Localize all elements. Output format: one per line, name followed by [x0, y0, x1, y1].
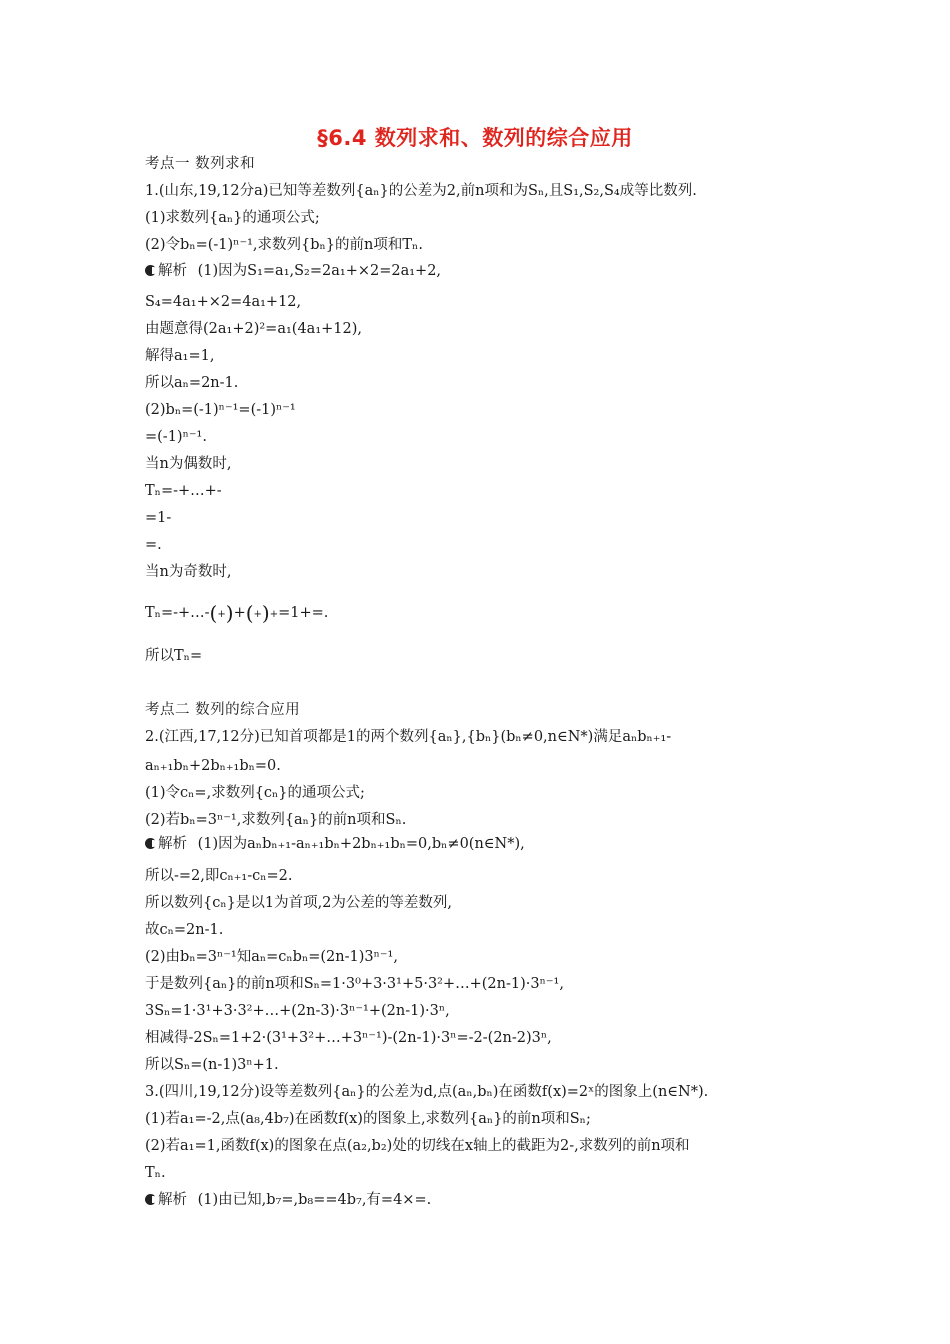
solution-2-line-4: 故cₙ=2n-1.	[145, 922, 224, 938]
question-3-part-1: (1)若a₁=-2,点(a₈,4b₇)在函数f(x)的图象上,求数列{aₙ}的前n项和Sₙ;	[145, 1111, 591, 1127]
solution-2-line-5: (2)由bₙ=3ⁿ⁻¹知aₙ=cₙbₙ=(2n-1)3ⁿ⁻¹,	[145, 949, 398, 965]
question-2-stem-1: 2.(江西,17,12分)已知首项都是1的两个数列{aₙ},{bₙ}(bₙ≠0,n∈N*)满足aₙbₙ₊₁-	[145, 729, 672, 745]
odd-sum-plus-4: +	[269, 609, 279, 620]
solution-1-line-1	[145, 261, 441, 281]
solution-marker-icon	[145, 1194, 156, 1205]
solution-2-line-3: 所以数列{cₙ}是以1为首项,2为公差的等差数列,	[145, 895, 453, 911]
section-heading-2: 考点二 数列的综合应用	[145, 702, 301, 718]
odd-sum-plus-3: +	[253, 609, 262, 620]
solution-label: 解析	[158, 836, 187, 852]
question-2-part-2: (2)若bₙ=3ⁿ⁻¹,求数列{aₙ}的前n项和Sₙ.	[145, 812, 407, 828]
solution-2-line-8: 相减得-2Sₙ=1+2·(3¹+3²+…+3ⁿ⁻¹)-(2n-1)·3ⁿ=-2-(2n-2)3ⁿ,	[145, 1030, 552, 1046]
solution-1-line-2: S₄=4a₁+×2=4a₁+12,	[145, 294, 302, 310]
question-3-stem: 3.(四川,19,12分)设等差数列{aₙ}的公差为d,点(aₙ,bₙ)在函数f(x)=2ˣ的图象上(n∈N*).	[145, 1084, 709, 1100]
solution-1-line-14: 所以Tₙ=	[145, 648, 203, 664]
question-1-part-1: (1)求数列{aₙ}的通项公式;	[145, 210, 320, 226]
question-3-part-2a: (2)若a₁=1,函数f(x)的图象在点(a₂,b₂)处的切线在x轴上的截距为2-,求数列的前n项和	[145, 1138, 690, 1154]
solution-label: 解析	[158, 263, 187, 279]
solution-1-line-13	[145, 603, 328, 625]
solution-1-line-12: 当n为奇数时,	[145, 564, 232, 580]
solution-1-line-9: Tₙ=-+…+-	[145, 483, 222, 499]
question-1-stem: 1.(山东,19,12分a)已知等差数列{aₙ}的公差为2,前n项和为Sₙ,且S₁,S₂,S₄成等比数列.	[145, 183, 697, 199]
right-paren-glyph-2: )	[261, 601, 270, 625]
solution-marker-icon	[145, 838, 156, 849]
question-3-part-2b: Tₙ.	[145, 1165, 166, 1181]
left-paren-glyph: (	[209, 601, 218, 625]
solution-label: 解析	[158, 1192, 187, 1208]
solution-2-line-6: 于是数列{aₙ}的前n项和Sₙ=1·3⁰+3·3¹+5·3²+…+(2n-1)·3ⁿ⁻¹,	[145, 976, 564, 992]
solution-1-line-3: 由题意得(2a₁+2)²=a₁(4a₁+12),	[145, 321, 362, 337]
solution-marker-icon	[145, 265, 156, 276]
right-paren-glyph: )	[225, 601, 234, 625]
left-paren-glyph-2: (	[245, 601, 254, 625]
odd-sum-plus-2: +	[233, 605, 246, 621]
solution-text: (1)因为S₁=a₁,S₂=2a₁+×2=2a₁+2,	[197, 263, 442, 279]
page-title: §6.4 数列求和、数列的综合应用	[317, 126, 633, 150]
solution-1-line-7: =(-1)ⁿ⁻¹.	[145, 429, 207, 445]
solution-1-line-6: (2)bₙ=(-1)ⁿ⁻¹=(-1)ⁿ⁻¹	[145, 402, 296, 418]
solution-2-line-9: 所以Sₙ=(n-1)3ⁿ+1.	[145, 1057, 279, 1073]
solution-2-line-2: 所以-=2,即cₙ₊₁-cₙ=2.	[145, 868, 293, 884]
section-heading-1: 考点一 数列求和	[145, 156, 256, 172]
solution-text: (1)由已知,b₇=,b₈==4b₇,有=4×=.	[197, 1192, 432, 1208]
solution-2-line-7: 3Sₙ=1·3¹+3·3²+…+(2n-3)·3ⁿ⁻¹+(2n-1)·3ⁿ,	[145, 1003, 450, 1019]
odd-sum-plus-1: +	[217, 609, 226, 620]
solution-text: (1)因为aₙbₙ₊₁-aₙ₊₁bₙ+2bₙ₊₁bₙ=0,bₙ≠0(n∈N*),	[197, 836, 525, 852]
question-2-stem-2: aₙ₊₁bₙ+2bₙ₊₁bₙ=0.	[145, 758, 281, 774]
solution-2-line-1	[145, 834, 525, 854]
odd-sum-result: =1+=.	[278, 605, 329, 621]
solution-1-line-10: =1-	[145, 510, 172, 526]
question-1-part-2: (2)令bₙ=(-1)ⁿ⁻¹,求数列{bₙ}的前n项和Tₙ.	[145, 237, 423, 253]
solution-1-line-4: 解得a₁=1,	[145, 348, 215, 364]
question-2-part-1: (1)令cₙ=,求数列{cₙ}的通项公式;	[145, 785, 365, 801]
solution-1-line-5: 所以aₙ=2n-1.	[145, 375, 239, 391]
solution-3-line-1	[145, 1190, 431, 1210]
odd-sum-start: Tₙ=-+…-	[145, 605, 210, 621]
solution-1-line-11: =.	[145, 537, 162, 553]
solution-1-line-8: 当n为偶数时,	[145, 456, 232, 472]
